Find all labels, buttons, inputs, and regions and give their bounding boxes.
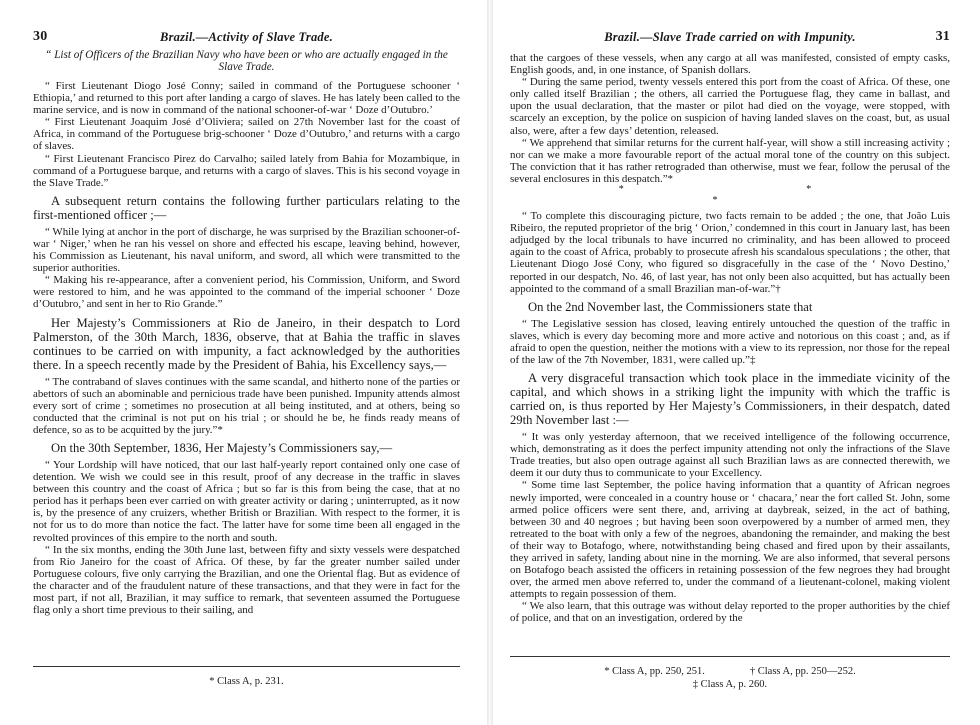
paragraph: “ The Legislative session has closed, leaving entirely untouched the question of the traffic in slaves, which is every day becoming more and more active and notorious on this coast ; and, as if afraid to open the question, neither the motions with a view to its repression, nor those for the repeal of the law of the 7th November, 1831, were called up.”‡ [510, 317, 950, 366]
paragraph: “ During the same period, twenty vessels entered this port from the coast of Africa. Of these, one only called itself Brazilian ; the others, all carried the Portuguese flag, they came in ballast, and upon the usual declaration, that the master or pilot had died on the voyage, were stopped, with scarcely an exception, by the police on suspicion of having landed slaves on the coast, but, as usual also, were, after a few days’ detention, released. [510, 76, 950, 137]
paragraph: “ Making his re-appearance, after a convenient period, his Commission, Uniform, and Sword were restored to him, and he was appointed to the command of the imperial schooner ‘ Doze d’Outubro,’ and sent in her to Rio Grande.” [33, 274, 460, 311]
paragraph: “ First Lieutenant Diogo José Conny; sailed in command of the Portuguese schooner ‘ Ethiopia,’ and returned to this port after landing a cargo of slaves. He has lately been called to the marine service, and is now in command of the national schooner-of-war ‘ Doze d’Outubro.’ [33, 80, 460, 117]
paragraph: On the 30th September, 1836, Her Majesty’s Commissioners say,— [51, 440, 393, 455]
footnote-rule [33, 666, 460, 667]
left-running-head [33, 30, 460, 46]
left-running-title: Brazil.—Activity of Slave Trade. [160, 30, 333, 44]
paragraph: “ Your Lordship will have noticed, that our last half-yearly report contained only one case of detention. We wish we could see in this result, proof of any decrease in the traffic in slaves between this country and the coast of Africa ; but so far is this from being the case, that at no period has it perhaps been ever carried on with greater activity or daring ; uninterrupted, as it now is, by the presence of any cruizers, whether British or Brazilian. With respect to the former, it is not for us to do more than notice the fact. The latter have for some time been all engaged in the revolted provinces of this empire to the north and south. [33, 458, 460, 544]
paragraph: “ First Lieutenant Francisco Pirez do Carvalho; sailed lately from Bahia for Mozambique, in command of a Portuguese barque, and returns with a cargo of slaves. This is his second voyage in the Slave Trade.” [33, 152, 460, 189]
section-stars: * * * [618, 184, 902, 207]
paragraph: Her Majesty’s Commissioners at Rio de Janeiro, in their despatch to Lord Palmerston, of the 30th March, 1836, observe, that at Bahia the traffic in slaves continues to be carried on with impunity, a fact acknowledged by the authorities there. In a speech recently made by the President of Bahia, his Excellency says,— [33, 315, 460, 372]
paragraph: “ While lying at anchor in the port of discharge, he was surprised by the Brazilian schooner-of-war ‘ Niger,’ when he ran his vessel on shore and effected his escape, leaving behind, however, his Commission as Lieutenant, his naval uniform, and sword, all which were transmitted to the superior authorities. [33, 225, 460, 275]
right-page-number: 31 [935, 29, 950, 44]
left-page [0, 0, 488, 725]
paragraph: “ To complete this discouraging picture, two facts remain to be added ; the one, that João Luis Ribeiro, the reputed proprietor of the brig ‘ Orion,’ condemned in this court in January last, has been adjudged by the local tribunals to have incurred no criminality, and has been allowed to proceed again to the coast of Africa, probably to prosecute afresh his scandalous speculations ; the other, that Lieutenant Diogo José Cony, who figured so disgracefully in the case of the ‘ Novo Destino,’ reported in our despatch, No. 46, of last year, has not only been also acquitted, but has actually been appointed to the command of a small Brazilian man-of-war.”† [510, 210, 950, 295]
paragraph: “ In the six months, ending the 30th June last, between fifty and sixty vessels were despatched from Rio Janeiro for the coast of Africa. Of these, by far the greater number sailed under Portuguese colours, five only carrying the Brazilian, and one the Oriental flag. But as evidence of the character and of the fraudulent nature of these transactions, and that they were in fact for the most part, if not all, Brazilian, it may suffice to remark, that seventeen assumed the Portuguese flag only a short time previous to their sailing, and [33, 543, 460, 617]
footnotes [510, 665, 950, 691]
paragraph: “ It was only yesterday afternoon, that we received intelligence of the following occurrence, which, demonstrating as it does the perfect impunity attending not only the infractions of the Slave Trade treaties, but also open outrage against all such Brazilian laws as are connected therewith, we deem it our duty thus to communicate to your Excellency. [510, 431, 950, 480]
paragraph: “ We also learn, that this outrage was without delay reported to the proper authorities by the chief of police, and that on an investigation, ordered by the [510, 600, 950, 625]
paragraph: “ The contraband of slaves continues with the same scandal, and hitherto none of the parties or abettors of such an abominable and pernicious trade have been punished. Impunity attends almost every sort of crime ; sometimes no prosecution at all being instituted, and at others, being so conducted that the criminal is not put on his trial ; or should he be, he finds ready means of defence, so as to be acquitted by the jury.”* [33, 375, 460, 436]
paragraph: “ First Lieutenant Joaquim José d’Oliviera; sailed on 27th November last for the coast of Africa, in command of the Portuguese brig-schooner ‘ Doze d’Outubro,’ and returns with a cargo of slaves. [33, 116, 460, 153]
footnote: † Class A, pp. 250—252. [749, 666, 856, 677]
paragraph: A very disgraceful transaction which took place in the immediate vicinity of the capital, and which shows in a striking light the impunity with which the traffic is carried on, is thus reported by Her Majesty’s Commissioners, in their despatch, dated 29th November last :— [510, 371, 950, 428]
right-page [492, 0, 980, 725]
right-running-head [510, 30, 950, 46]
paragraph: On the 2nd November last, the Commissioners state that [528, 299, 813, 314]
paragraph: A subsequent return contains the following further particulars relating to the first-mentioned officer ;— [33, 193, 460, 222]
right-running-title: Brazil.—Slave Trade carried on with Impunity. [604, 30, 856, 44]
footnote: * Class A, p. 231. [209, 676, 284, 687]
footnote-rule [510, 656, 950, 657]
paragraph: “ Some time last September, the police having information that a quantity of African negroes newly imported, were concealed in a country house or ‘ chacara,’ near the fort called St. John, some armed police officers were sent there, and, arriving at daybreak, seized, in the act of bathing, between 30 and 40 negroes ; but having been soon overpowered by a number of armed men, they retreated to the boat with only a few of the negroes, abandoning the remainder, and making the best of their way to Botafogo, where, notwithstanding being chased and fired upon by their assailants, they arrived in safety, landing about nine in the morning. We are also informed, that several persons on Botafogo beach assisted the officers in retaining possession of the few negroes they had brought over, the armed men above referred to, under the command of a lieutenant-colonel, making violent attempts to regain possession of them. [510, 479, 950, 601]
paragraph: “ We apprehend that similar returns for the current half-year, will show a still increasing activity ; nor can we make a more favourable report of the actual moral tone of the country on this subject. The conviction that it has rather retrograded than otherwise, must we fear, follow the perusal of the several enclosures in this despatch.”* [510, 136, 950, 185]
left-page-number: 30 [33, 29, 48, 44]
officers-list-heading: “ List of Officers of the Brazilian Navy who have been or who are actually engaged in the Slave Trade. [45, 49, 448, 73]
footnote: ‡ Class A, p. 260. [692, 679, 768, 690]
footnote: * Class A, pp. 250, 251. [604, 666, 705, 677]
paragraph: that the cargoes of these vessels, when any cargo at all was manifested, consisted of empty casks, English goods, and, in one instance, of Spanish dollars. [510, 52, 950, 77]
